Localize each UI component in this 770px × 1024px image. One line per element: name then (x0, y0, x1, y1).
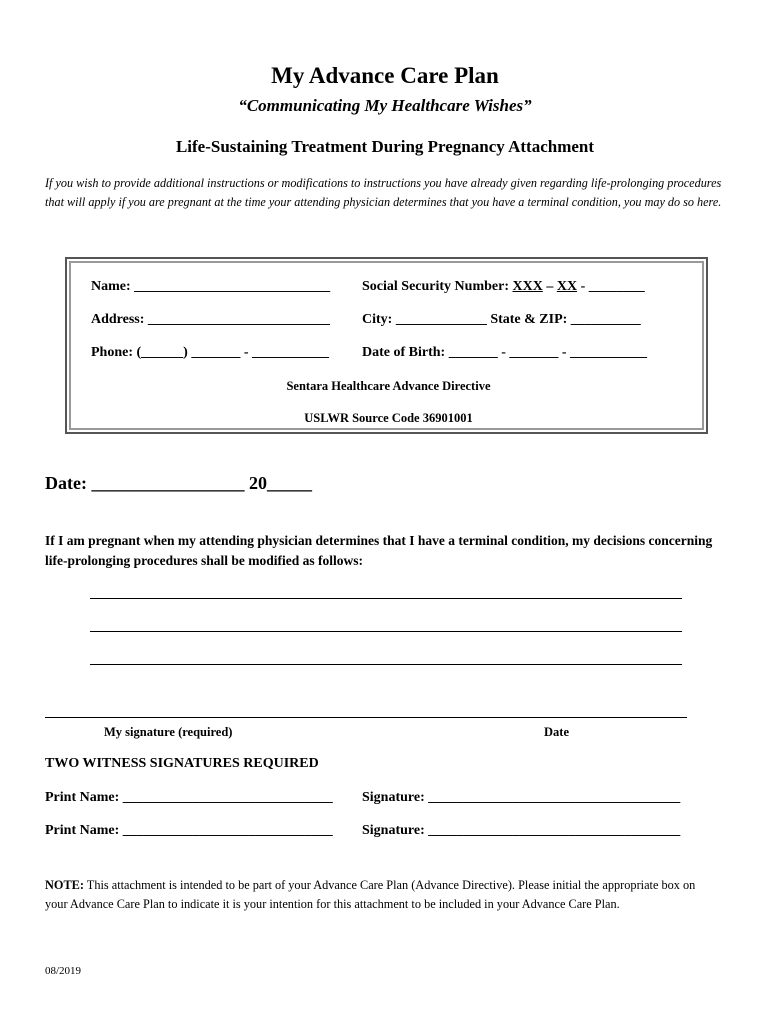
intro-paragraph: If you wish to provide additional instructions or modifications to instructions you have already given regarding life-prolonging procedures that will apply if you are pregnant at the time your attending physician determines that you have a terminal condition, you may do so here. (45, 176, 722, 209)
ssn-dash: – (542, 279, 557, 294)
ssn-label: Social Security Number: (362, 279, 513, 294)
name-field[interactable]: Name: ____________________________ (91, 279, 331, 294)
city-state-zip-field[interactable]: City: _____________ State & ZIP: __________ (362, 312, 641, 327)
ssn-masked-group: XX (556, 279, 578, 294)
note-text: This attachment is intended to be part of your Advance Care Plan (Advance Directive). Please initial the appropriate box on your Advance Care Plan to indicate it is your intention for this attachment to be included in your Advance Care Plan. (45, 878, 696, 911)
witness-2-signature[interactable]: Signature: ____________________________________ (362, 823, 681, 838)
organization-name: Sentara Healthcare Advance Directive (286, 379, 491, 393)
patient-info-box (65, 257, 708, 434)
date-of-birth-field[interactable]: Date of Birth: _______ - _______ - ___________ (362, 345, 648, 360)
page-title: My Advance Care Plan (271, 63, 499, 88)
section-heading: Life-Sustaining Treatment During Pregnancy Attachment (175, 137, 595, 156)
witness-2-print-name[interactable]: Print Name: ______________________________ (45, 823, 333, 838)
note-label: NOTE: (45, 878, 84, 892)
date-field[interactable]: Date: _________________ 20_____ (45, 473, 312, 493)
instruction-line-2[interactable] (90, 631, 682, 632)
witness-1-print-name[interactable]: Print Name: ______________________________ (45, 790, 333, 805)
my-signature-label: My signature (required) (104, 725, 233, 739)
phone-field[interactable]: Phone: (______) _______ - ___________ (91, 345, 329, 360)
ssn-field[interactable] (362, 279, 645, 295)
page-subtitle: “Communicating My Healthcare Wishes” (238, 96, 532, 115)
instruction-line-3[interactable] (90, 664, 682, 665)
source-code: USLWR Source Code 36901001 (304, 411, 473, 425)
signature-line[interactable] (45, 717, 687, 718)
note-paragraph (45, 876, 705, 914)
form-version: 08/2019 (45, 965, 82, 977)
signature-date-label: Date (544, 725, 569, 739)
instruction-line-1[interactable] (90, 598, 682, 599)
witness-title: TWO WITNESS SIGNATURES REQUIRED (45, 756, 319, 771)
ssn-last-four: - ________ (577, 279, 645, 294)
witness-1-signature[interactable]: Signature: ____________________________________ (362, 790, 681, 805)
address-field[interactable]: Address: __________________________ (91, 312, 330, 327)
pregnancy-statement: If I am pregnant when my attending physician determines that I have a terminal condition, my decisions concerning life-prolonging procedures shall be modified as follows: (45, 533, 713, 568)
ssn-masked-area: XXX (512, 279, 543, 294)
